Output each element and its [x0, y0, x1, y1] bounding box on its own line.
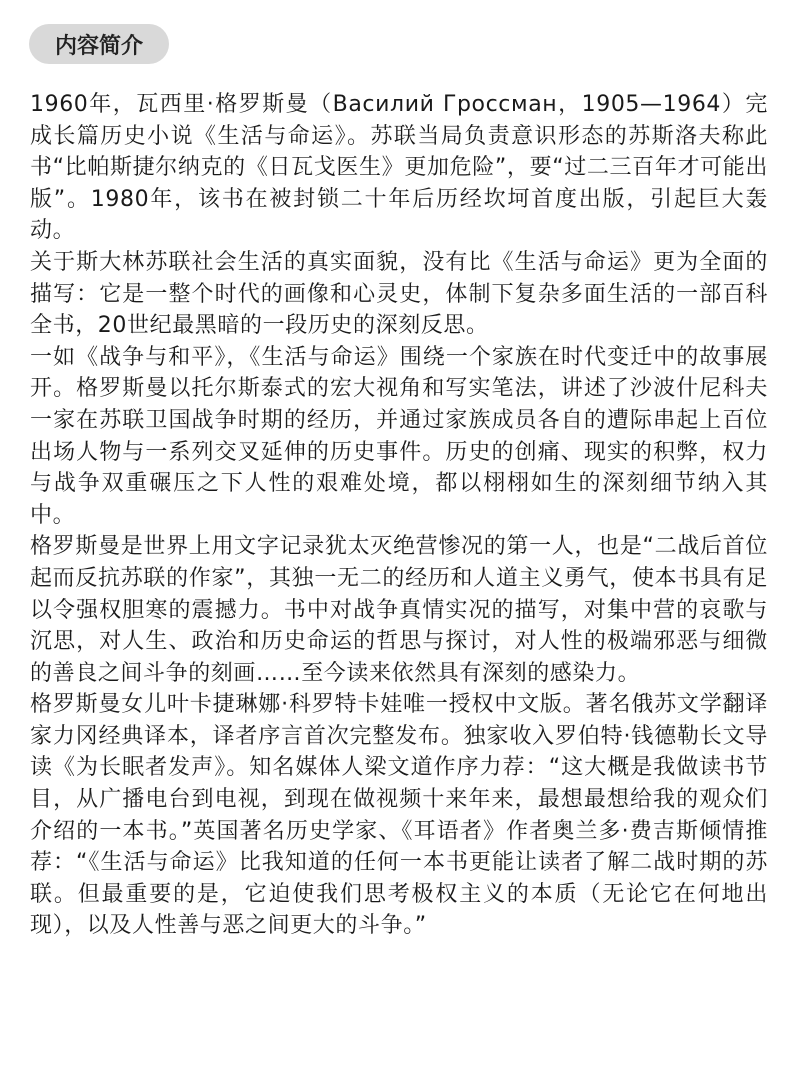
paragraph-4: 格罗斯曼是世界上用文字记录犹太灭绝营惨况的第一人，也是“二战后首位起而反抗苏联的作家”，其独一无二的经历和人道主义勇气，使本书具有足以令强权胆寒的震撼力。书中对战争真情实况的描写，对集中营的哀歌与沉思，对人生、政治和历史命运的哲思与探讨，对人性的极端邪恶与细微的善良之间斗争的刻画……至今读来依然具有深刻的感染力。: [30, 534, 768, 686]
section-title: 内容简介: [54, 33, 143, 59]
paragraph-1: 1960年，瓦西里·格罗斯曼（Василий Гроссман，1905—1964）完成长篇历史小说《生活与命运》。苏联当局负责意识形态的苏斯洛夫称此书“比帕斯捷尔纳克的《日瓦戈医生》更加危险”，要“过二三百年才可能出版”。1980年，该书在被封锁二十年后历经坎坷首度出版，引起巨大轰动。: [30, 92, 768, 244]
paragraph-3: 一如《战争与和平》，《生活与命运》围绕一个家族在时代变迁中的故事展开。格罗斯曼以托尔斯泰式的宏大视角和写实笔法，讲述了沙波什尼科夫一家在苏联卫国战争时期的经历，并通过家族成员各自的遭际串起上百位出场人物与一系列交叉延伸的历史事件。历史的创痛、现实的积弊，权力与战争双重碾压之下人性的艰难处境，都以栩栩如生的深刻细节纳入其中。: [30, 344, 768, 528]
section-title-badge: [29, 24, 169, 64]
synopsis-body: [30, 89, 768, 942]
paragraph-2: 关于斯大林苏联社会生活的真实面貌，没有比《生活与命运》更为全面的描写：它是一整个时代的画像和心灵史，体制下复杂多面生活的一部百科全书，20世纪最黑暗的一段历史的深刻反思。: [30, 249, 768, 339]
paragraph-5: 格罗斯曼女儿叶卡捷琳娜·科罗特卡娃唯一授权中文版。著名俄苏文学翻译家力冈经典译本，译者序言首次完整发布。独家收入罗伯特·钱德勒长文导读《为长眠者发声》。知名媒体人梁文道作序力荐：“这大概是我做读书节目，从广播电台到电视，到现在做视频十来年来，最想最想给我的观众们介绍的一本书。”英国著名历史学家、《耳语者》作者奥兰多·费吉斯倾情推荐：“《生活与命运》比我知道的任何一本书更能让读者了解二战时期的苏联。但最重要的是，它迫使我们思考极权主义的本质（无论它在何地出现），以及人性善与恶之间更大的斗争。”: [30, 692, 768, 939]
